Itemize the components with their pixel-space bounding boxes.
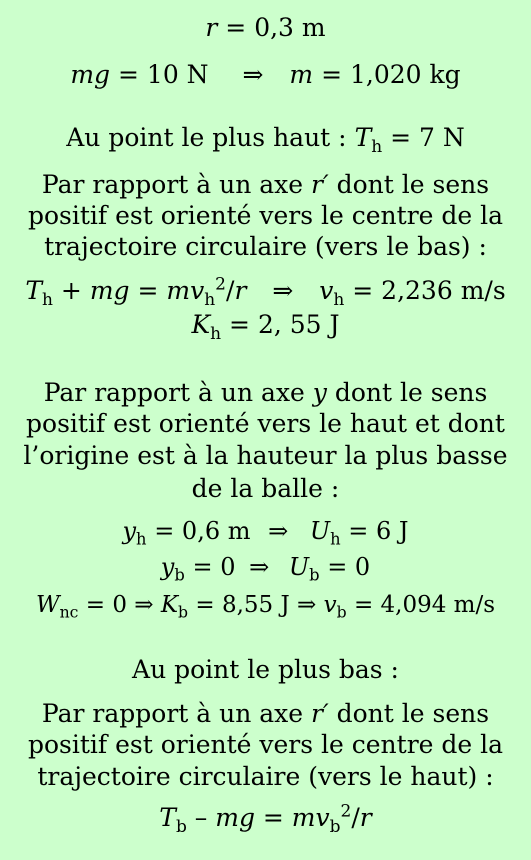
axis-r-top-line3: trajectoire circulaire (vers le bas) : <box>44 232 487 261</box>
axis-y-line2: positif est orienté vers le haut et dont <box>26 409 505 438</box>
top-potential-energy: $y_h = 0,6$ m ⇒ $U_h = 6$ J <box>122 517 409 549</box>
axis-y-line1: Par rapport à un axe y dont le sens <box>43 378 488 407</box>
top-point-tension: Au point le plus haut : $T_h = 7$ N <box>66 123 465 157</box>
axis-r-bottom-line1: Par rapport à un axe r′ dont le sens <box>41 699 490 728</box>
top-speed-equation: $T_h$ + mg = $mv_h^2/r$ ⇒ $v_h = 2,236$ m/s <box>25 274 506 310</box>
axis-y-line3: l’origine est à la hauteur la plus basse <box>23 441 508 470</box>
axis-y-line4: de la balle : <box>191 474 340 503</box>
top-kinetic-energy: $K_h = 2$, 55 J <box>191 310 340 344</box>
axis-r-bottom-line3: trajectoire circulaire (vers le haut) : <box>37 762 494 791</box>
bottom-potential-energy: $y_b = 0$ ⇒ $U_b = 0$ <box>160 553 371 585</box>
mass-equation: mg = 10 N ⇒ m = 1,020 kg <box>70 60 461 89</box>
bottom-point-heading: Au point le plus bas : <box>132 655 399 684</box>
axis-r-top-line1: Par rapport à un axe r′ dont le sens <box>41 170 490 199</box>
axis-r-top-line2: positif est orienté vers le centre de la <box>27 201 504 230</box>
energy-conservation: $W_{nc} = 0$ ⇒ $K_b = 8,55$ J ⇒ $v_b = 4,094$ m/s <box>35 592 496 622</box>
axis-r-bottom-line2: positif est orienté vers le centre de la <box>27 730 504 759</box>
bottom-tension-equation: $T_b$ – mg = $mv_b^2/r$ <box>159 801 372 837</box>
radius-equation: r = 0,3 m <box>205 13 326 42</box>
